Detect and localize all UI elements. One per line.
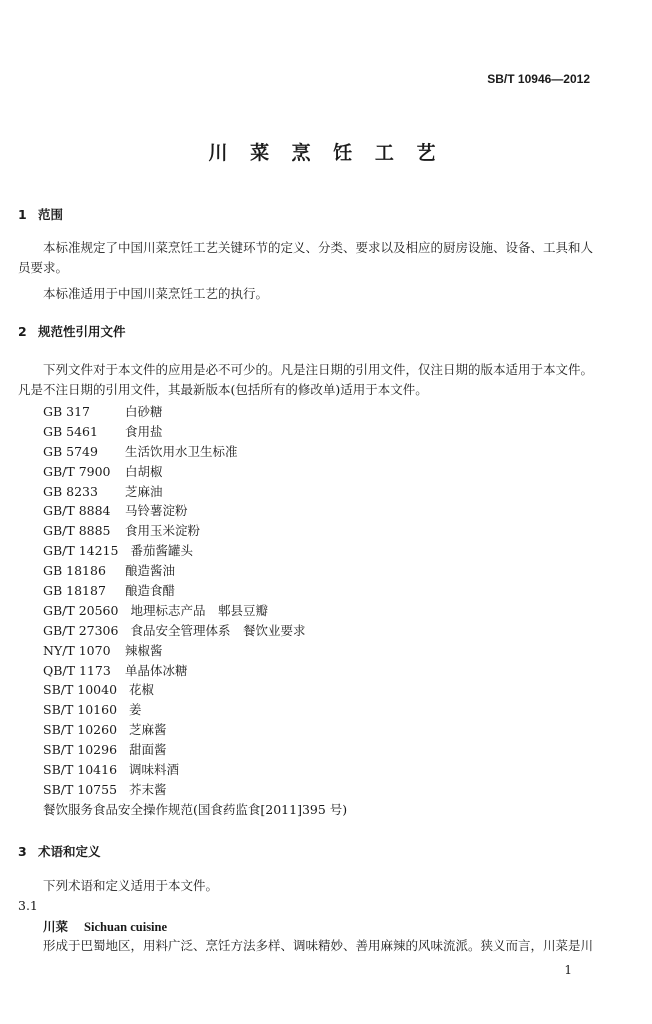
reference-code: SB/T 10260	[43, 722, 118, 738]
reference-code: GB/T 27306	[43, 622, 119, 638]
term-heading	[43, 917, 167, 935]
reference-code: GB/T 7900	[43, 463, 111, 479]
reference-item	[43, 700, 347, 720]
section-number: 2	[18, 324, 27, 339]
term-number: 3.1	[18, 898, 38, 913]
reference-title: 芥末酱	[129, 781, 167, 797]
reference-code: GB/T 20560	[43, 602, 119, 618]
reference-item	[43, 760, 347, 780]
section-title: 术语和定义	[38, 844, 101, 859]
reference-code: QB/T 1173	[43, 662, 111, 678]
reference-item	[43, 561, 347, 581]
reference-list	[43, 402, 347, 820]
references-intro	[18, 360, 603, 400]
reference-title: 马铃薯淀粉	[125, 503, 188, 519]
reference-title: 食品安全管理体系 餐饮业要求	[130, 622, 306, 638]
reference-title: 生活饮用水卫生标准	[125, 443, 238, 459]
section-title: 规范性引用文件	[38, 324, 126, 339]
reference-code: SB/T 10040	[43, 682, 118, 698]
reference-title: 地理标志产品 郫县豆瓣	[130, 602, 268, 618]
reference-item	[43, 581, 347, 601]
reference-code: GB 8233	[43, 483, 98, 499]
references-intro-text: 下列文件对于本文件的应用是必不可少的。凡是注日期的引用文件，仅注日期的版本适用于本文件。凡是不注日期的引用文件，其最新版本(包括所有的修改单)适用于本文件。	[18, 362, 594, 397]
terms-intro-text: 下列术语和定义适用于本文件。	[43, 878, 219, 893]
terms-intro	[18, 876, 603, 896]
section-heading-terms	[18, 842, 101, 860]
section-number: 1	[18, 207, 27, 222]
reference-title: 食用盐	[125, 423, 163, 439]
section-number: 3	[18, 844, 27, 859]
reference-code: SB/T 10296	[43, 742, 118, 758]
reference-code: GB/T 14215	[43, 543, 119, 559]
reference-item	[43, 402, 347, 422]
reference-item	[43, 641, 347, 661]
reference-item	[43, 720, 347, 740]
reference-item	[43, 661, 347, 681]
scope-text-1: 本标准规定了中国川菜烹饪工艺关键环节的定义、分类、要求以及相应的厨房设施、设备、工具和人员要求。	[18, 240, 594, 275]
reference-code: SB/T 10416	[43, 762, 118, 778]
term-chinese: 川菜	[43, 919, 69, 934]
reference-item	[43, 462, 347, 482]
reference-item	[43, 740, 347, 760]
reference-title: 辣椒酱	[125, 642, 163, 658]
reference-item	[43, 800, 347, 820]
standard-number: SB/T 10946—2012	[487, 72, 590, 86]
page-number: 1	[564, 963, 572, 977]
reference-title: 酿造酱油	[125, 563, 176, 579]
reference-title: 番茄酱罐头	[130, 543, 193, 559]
reference-title: 单晶体冰糖	[125, 662, 188, 678]
reference-code: GB/T 8884	[43, 503, 111, 519]
reference-code: GB 5749	[43, 443, 98, 459]
reference-title: 花椒	[129, 682, 155, 698]
reference-code: SB/T 10755	[43, 781, 118, 797]
scope-paragraph-1	[18, 238, 603, 278]
reference-item	[43, 442, 347, 462]
reference-code: SB/T 10160	[43, 702, 118, 718]
reference-code: GB 317	[43, 404, 91, 419]
reference-item	[43, 501, 347, 521]
reference-item	[43, 521, 347, 541]
term-english: Sichuan cuisine	[84, 920, 168, 934]
reference-code: GB 18187	[43, 583, 106, 599]
reference-item	[43, 422, 347, 442]
reference-item	[43, 680, 347, 700]
term-definition: 形成于巴蜀地区，用料广泛、烹饪方法多样、调味精妙、善用麻辣的风味流派。狭义而言，川菜是川	[43, 938, 594, 953]
reference-code: GB 5461	[43, 423, 98, 439]
reference-title: 姜	[129, 702, 142, 718]
reference-code: GB 18186	[43, 563, 106, 579]
section-heading-references	[18, 322, 126, 340]
reference-title: 芝麻酱	[129, 722, 167, 738]
reference-item	[43, 601, 347, 621]
reference-item	[43, 482, 347, 502]
reference-title: 芝麻油	[125, 483, 163, 499]
reference-item	[43, 780, 347, 800]
reference-title: 食用玉米淀粉	[125, 523, 201, 539]
reference-code: 餐饮服务食品安全操作规范(国食药监食[2011]395 号)	[43, 801, 348, 817]
reference-item	[43, 541, 347, 561]
reference-code: NY/T 1070	[43, 642, 111, 658]
reference-title: 白胡椒	[125, 463, 163, 479]
document-title: 川 菜 烹 饪 工 艺	[208, 142, 444, 164]
reference-title: 甜面酱	[129, 742, 167, 758]
section-title: 范围	[38, 207, 64, 222]
reference-code: GB/T 8885	[43, 523, 111, 539]
reference-title: 调味料酒	[129, 762, 180, 778]
reference-item	[43, 621, 347, 641]
reference-title: 酿造食醋	[125, 583, 176, 599]
section-heading-scope	[18, 205, 63, 223]
reference-title: 白砂糖	[125, 404, 163, 419]
scope-text-2: 本标准适用于中国川菜烹饪工艺的执行。	[43, 286, 269, 301]
scope-paragraph-2	[18, 284, 603, 304]
